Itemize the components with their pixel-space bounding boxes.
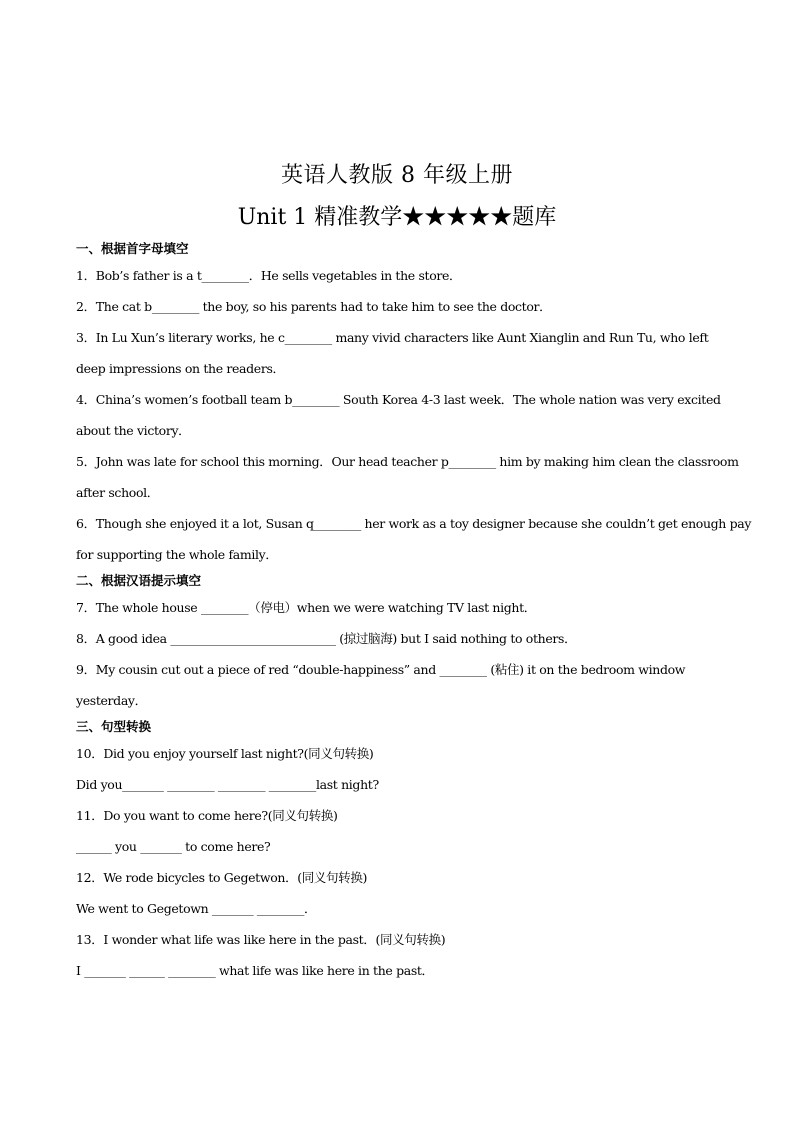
answer-line: Did you_______ ________ ________ ________last night? [76,777,379,792]
answer-line: We went to Gegetown _______ ________． [76,901,317,916]
question-line: 9．My cousin cut out a piece of red “double-happiness” and ________ (粘住) it on the bedroom window [76,662,686,677]
question-line: 10．Did you enjoy yourself last night?(同义句转换) [76,746,374,761]
answer-line: ______ you _______ to come here? [76,839,271,854]
question-line: 2．The cat b________ the boy, so his parents had to take him to see the doctor． [76,299,552,314]
question-line: 6．Though she enjoyed it a lot, Susan q________ her work as a toy designer because she couldn’t get enough pay [76,516,752,531]
section-heading-chinese-hint: 二、根据汉语提示填空 [76,573,202,588]
question-line: yesterday． [76,693,147,708]
document-title: 英语人教版 8 年级上册 [281,163,513,188]
question-line: about the victory． [76,423,191,438]
question-line: 8．A good idea ____________________________ (掠过脑海) but I said nothing to others． [76,631,577,646]
answer-line: I _______ ______ ________ what life was like here in the past． [76,963,434,978]
question-line: 13．I wonder what life was like here in the past．(同义句转换) [76,932,446,947]
question-line: 1．Bob’s father is a t________．He sells vegetables in the store． [76,268,462,283]
section-heading-initial-letter: 一、根据首字母填空 [76,241,189,256]
section-heading-sentence-transform: 三、句型转换 [76,719,152,734]
document-subtitle: Unit 1 精准教学★★★★★题库 [237,205,557,230]
question-line: 12．We rode bicycles to Gegetwon．(同义句转换) [76,870,368,885]
exercise-content [76,238,752,986]
question-line: after school． [76,485,159,500]
question-line: 3．In Lu Xun’s literary works, he c________ many vivid characters like Aunt Xianglin and Run Tu, who left [76,330,709,345]
question-line: 11．Do you want to come here?(同义句转换) [76,808,338,823]
question-line: 7．The whole house ________（停电）when we were watching TV last night． [76,600,536,615]
question-line: for supporting the whole family． [76,547,278,562]
question-line: 4．China’s women’s football team b________ South Korea 4-3 last week．The whole nation was very excited [76,392,721,407]
question-line: 5．John was late for school this morning．Our head teacher p________ him by making him clean the classroom [76,454,739,469]
question-line: deep impressions on the readers． [76,361,285,376]
